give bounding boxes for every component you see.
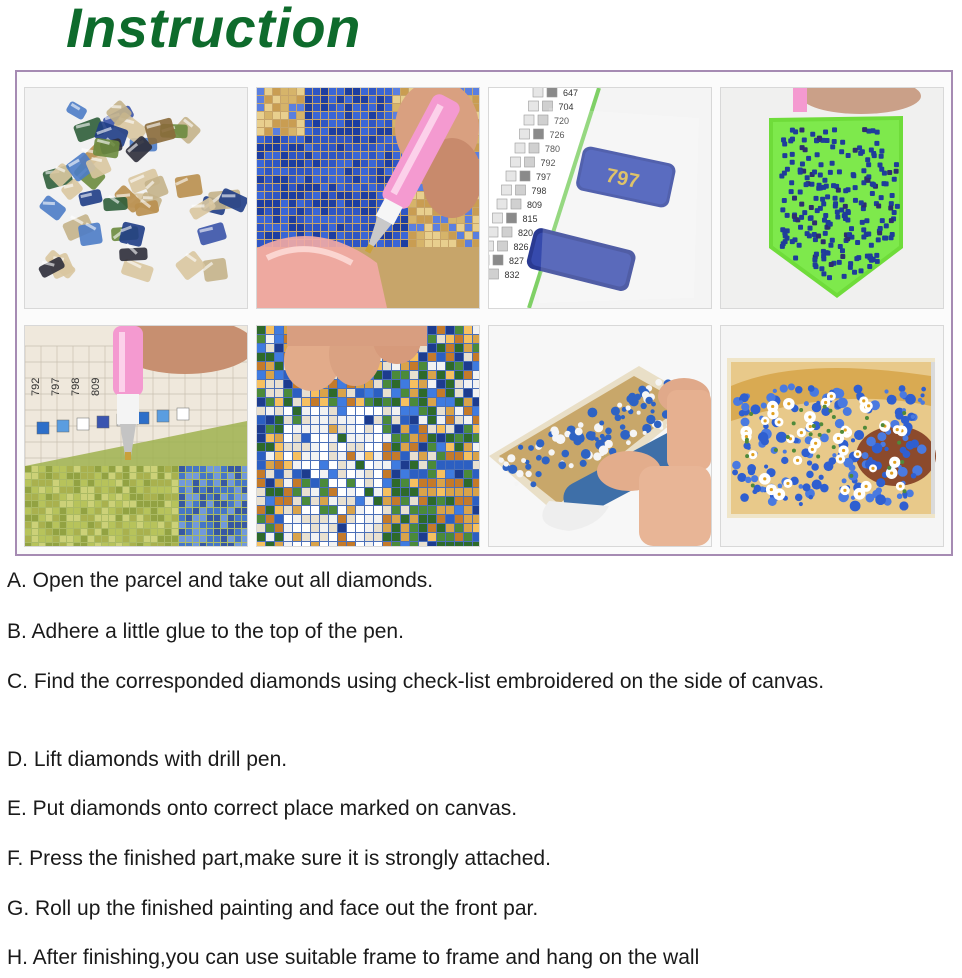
step-h: H. After finishing,you can use suitable frame to frame and hang on the wall: [7, 946, 700, 969]
checklist-code: 798: [531, 186, 547, 196]
green-tray-photo: [721, 88, 943, 308]
placing-diamonds-photo: [257, 326, 479, 546]
step-e: E. Put diamonds onto correct place marked on canvas.: [7, 797, 518, 820]
finished-painting-photo: [721, 326, 943, 546]
canvas-symbols-photo: [25, 326, 247, 546]
instruction-photo-grid: [15, 70, 953, 556]
checklist-code: 820: [518, 228, 534, 238]
checklist-code: 704: [558, 102, 574, 112]
symbol-code: 792: [30, 377, 42, 396]
symbol-code: 797: [50, 377, 62, 396]
checklist-code: 809: [527, 200, 543, 210]
checklist-code: 726: [549, 130, 565, 140]
drill-pen-photo: [257, 88, 479, 308]
checklist-code: 792: [540, 158, 556, 168]
checklist-code: 827: [509, 256, 525, 266]
step-b: B. Adhere a little glue to the top of the pen.: [7, 620, 404, 643]
page-title: Instruction: [66, 0, 361, 59]
step-c: C. Find the corresponded diamonds using check-list embroidered on the side of canvas.: [7, 670, 825, 693]
checklist-code: 647: [563, 88, 579, 98]
symbol-code: 798: [70, 377, 82, 396]
rolling-canvas-photo: [489, 326, 711, 546]
step-d: D. Lift diamonds with drill pen.: [7, 748, 288, 771]
checklist-code: 780: [545, 144, 561, 154]
bag-label: 797: [603, 164, 642, 194]
check-list-photo: [489, 88, 711, 308]
checklist-code: 720: [554, 116, 570, 126]
symbol-code: 809: [90, 377, 102, 396]
step-f: F. Press the finished part,make sure it is strongly attached.: [7, 847, 551, 870]
diamond-bags-photo: [25, 88, 247, 308]
step-g: G. Roll up the finished painting and face out the front par.: [7, 897, 539, 920]
checklist-code: 826: [513, 242, 529, 252]
step-a: A. Open the parcel and take out all diamonds.: [7, 569, 434, 592]
checklist-code: 797: [536, 172, 552, 182]
checklist-code: 815: [522, 214, 538, 224]
checklist-code: 832: [504, 270, 520, 280]
